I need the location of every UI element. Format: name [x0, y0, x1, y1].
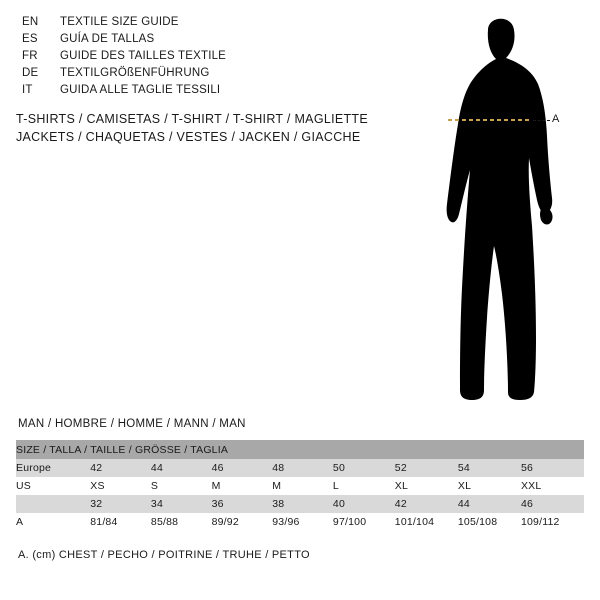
cell-us-1: S — [151, 477, 212, 495]
footnote-chest-measure: A. (cm) CHEST / PECHO / POITRINE / TRUHE / PETTO — [18, 549, 310, 561]
row-label-europe: Europe — [16, 459, 90, 477]
language-header-block — [22, 16, 352, 101]
cell-a-1: 85/88 — [151, 513, 212, 531]
language-code-de: DE — [22, 67, 39, 79]
cell-numeric-6: 44 — [458, 495, 521, 513]
cell-numeric-0: 32 — [90, 495, 151, 513]
cell-a-5: 101/104 — [395, 513, 458, 531]
cell-a-2: 89/92 — [212, 513, 273, 531]
cell-us-6: XL — [458, 477, 521, 495]
male-silhouette-figure — [400, 8, 600, 408]
table-header-label: SIZE / TALLA / TAILLE / GRÖSSE / TAGLIA — [16, 440, 584, 459]
language-row-it — [22, 84, 352, 101]
language-code-es: ES — [22, 33, 38, 45]
size-table — [16, 440, 584, 531]
cell-europe-4: 50 — [333, 459, 395, 477]
row-label-numeric — [16, 495, 90, 513]
language-text-en: TEXTILE SIZE GUIDE — [60, 16, 179, 28]
cell-numeric-3: 38 — [272, 495, 333, 513]
language-code-fr: FR — [22, 50, 38, 62]
table-row — [16, 459, 584, 477]
category-line-jackets: JACKETS / CHAQUETAS / VESTES / JACKEN / GIACCHE — [16, 130, 361, 144]
cell-europe-0: 42 — [90, 459, 151, 477]
language-row-de — [22, 67, 352, 84]
table-row — [16, 513, 584, 531]
table-title: MAN / HOMBRE / HOMME / MANN / MAN — [18, 418, 246, 430]
cell-a-6: 105/108 — [458, 513, 521, 531]
cell-numeric-5: 42 — [395, 495, 458, 513]
row-label-us: US — [16, 477, 90, 495]
language-code-it: IT — [22, 84, 33, 96]
table-header-row — [16, 440, 584, 459]
language-row-en — [22, 16, 352, 33]
cell-europe-7: 56 — [521, 459, 584, 477]
cell-numeric-2: 36 — [212, 495, 273, 513]
cell-a-4: 97/100 — [333, 513, 395, 531]
cell-europe-3: 48 — [272, 459, 333, 477]
cell-europe-1: 44 — [151, 459, 212, 477]
category-line-tshirts: T-SHIRTS / CAMISETAS / T-SHIRT / T-SHIRT / MAGLIETTE — [16, 112, 369, 126]
cell-numeric-1: 34 — [151, 495, 212, 513]
table-row — [16, 477, 584, 495]
cell-numeric-4: 40 — [333, 495, 395, 513]
row-label-a: A — [16, 513, 90, 531]
language-text-de: TEXTILGRÖßENFÜHRUNG — [60, 67, 210, 79]
language-code-en: EN — [22, 16, 39, 28]
cell-us-5: XL — [395, 477, 458, 495]
cell-a-3: 93/96 — [272, 513, 333, 531]
cell-europe-2: 46 — [212, 459, 273, 477]
marker-leader-line — [533, 120, 550, 122]
cell-us-0: XS — [90, 477, 151, 495]
language-text-it: GUIDA ALLE TAGLIE TESSILI — [60, 84, 221, 96]
cell-europe-5: 52 — [395, 459, 458, 477]
language-row-fr — [22, 50, 352, 67]
language-text-fr: GUIDE DES TAILLES TEXTILE — [60, 50, 227, 62]
cell-us-3: M — [272, 477, 333, 495]
cell-europe-6: 54 — [458, 459, 521, 477]
silhouette-svg — [400, 8, 600, 408]
cell-us-7: XXL — [521, 477, 584, 495]
cell-us-4: L — [333, 477, 395, 495]
cell-a-7: 109/112 — [521, 513, 584, 531]
table-row — [16, 495, 584, 513]
cell-us-2: M — [212, 477, 273, 495]
category-block — [16, 110, 376, 146]
cell-numeric-7: 46 — [521, 495, 584, 513]
language-text-es: GUÍA DE TALLAS — [60, 33, 155, 45]
language-row-es — [22, 33, 352, 50]
marker-label-a: A — [552, 113, 560, 125]
cell-a-0: 81/84 — [90, 513, 151, 531]
